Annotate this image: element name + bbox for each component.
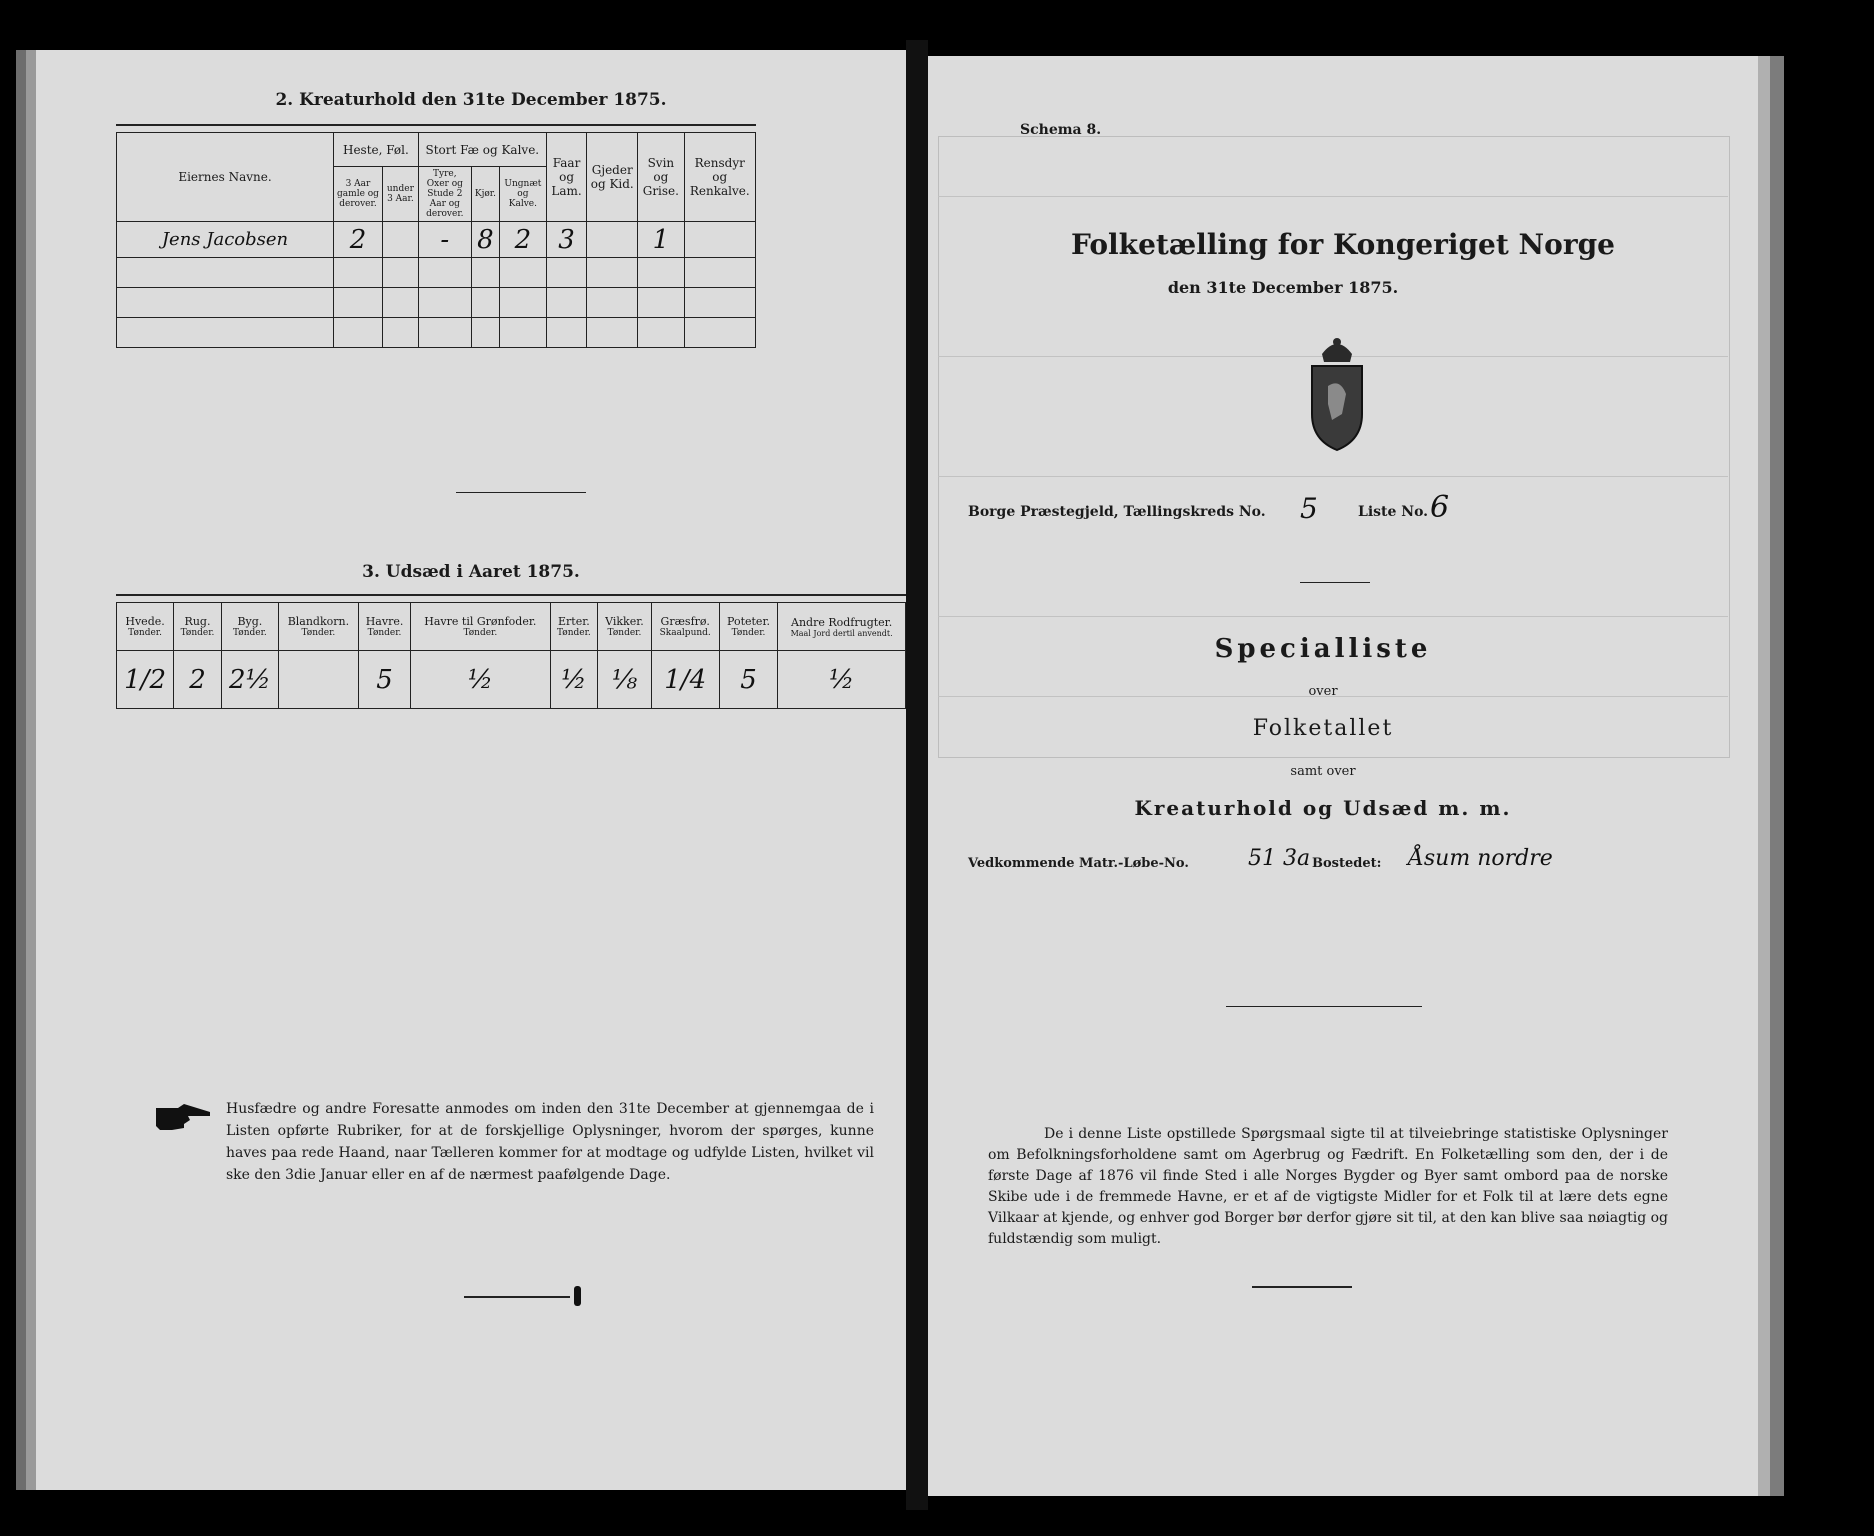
grass-seed-header: Græsfrø. Skaalpund. [651, 603, 719, 651]
end-flourish [464, 1296, 570, 1298]
peas-header: Erter. Tønder. [550, 603, 598, 651]
reindeer-header: Rensdyr og Renkalve. [684, 133, 755, 222]
young-cattle-header: Ungnæt og Kalve. [499, 167, 546, 222]
section3-title: 3. Udsæd i Aaret 1875. [362, 562, 580, 582]
district-label: Borge Præstegjeld, Tællingskreds No. [968, 504, 1266, 520]
divider [456, 492, 586, 493]
end-rule [1252, 1286, 1352, 1288]
folketallet-heading: Folketallet [1252, 716, 1394, 741]
table-row [117, 288, 756, 318]
wheat-header: Hvede. Tønder. [117, 603, 174, 651]
rye-header: Rug. Tønder. [174, 603, 222, 651]
matr-value: 51 3a [1248, 846, 1311, 871]
reindeer-cell [684, 222, 755, 258]
table-row [117, 222, 756, 258]
matr-label: Vedkommende Matr.-Løbe-No. [968, 856, 1189, 871]
oats-value: 5 [358, 651, 410, 709]
oats-header: Havre. Tønder. [358, 603, 410, 651]
list-number: 6 [1430, 490, 1450, 525]
owner-cell: Jens Jacobsen [117, 222, 334, 258]
green-fodder-value: ½ [411, 651, 550, 709]
cows-header: Kjør. [471, 167, 499, 222]
pigs-cell: 1 [638, 222, 684, 258]
horses-under3-cell [382, 222, 418, 258]
goats-cell [587, 222, 638, 258]
divider [1226, 1006, 1422, 1007]
livestock-table [116, 132, 756, 348]
notice-text: Husfædre og andre Foresatte anmodes om inden den 31te December at gjennemgaa de i Listen opførte Rubriker, for at de forskjellige Oplysninger, hvorom der spørges, kunne haves paa rede Haand, naar Tælleren kommer for at modtage og udfylde Listen, hvilket vil ske den 3die Januar eller en af de nærmest paafølgende Dage. [226, 1101, 874, 1183]
section2-title: 2. Kreaturhold den 31te December 1875. [275, 90, 667, 110]
flourish-mark [574, 1286, 581, 1306]
peas-value: ½ [550, 651, 598, 709]
divider [1300, 582, 1370, 583]
district-number: 5 [1300, 492, 1318, 525]
seed-table-top-rule [116, 594, 906, 596]
bulls-header: Tyre, Oxer og Stude 2 Aar og derover. [418, 167, 471, 222]
vetch-header: Vikker. Tønder. [598, 603, 651, 651]
sheep-header: Faar og Lam. [546, 133, 586, 222]
sheep-cell: 3 [546, 222, 586, 258]
barley-header: Byg. Tønder. [221, 603, 278, 651]
grass-seed-value: 1/4 [651, 651, 719, 709]
table-row [117, 318, 756, 348]
goats-header: Gjeder og Kid. [587, 133, 638, 222]
potatoes-value: 5 [719, 651, 778, 709]
pigs-header: Svin og Grise. [638, 133, 684, 222]
barley-value: 2½ [221, 651, 278, 709]
mixed-grain-value [278, 651, 358, 709]
coat-of-arms-icon [1300, 334, 1374, 454]
young-cattle-cell: 2 [499, 222, 546, 258]
horses-3plus-header: 3 Aar gamle og derover. [334, 167, 383, 222]
left-page [36, 50, 906, 1490]
bosted-value: Åsum nordre [1408, 846, 1553, 871]
horses-3plus-cell: 2 [334, 222, 383, 258]
bulls-cell: - [418, 222, 471, 258]
root-crops-header: Andre Rodfrugter. Maal Jord dertil anvendt. [778, 603, 906, 651]
kreaturhold-heading: Kreaturhold og Udsæd m. m. [1134, 796, 1512, 820]
horses-header: Heste, Føl. [334, 133, 419, 167]
right-page [928, 56, 1758, 1496]
root-crops-value: ½ [778, 651, 906, 709]
bosted-label: Bostedet: [1312, 856, 1382, 871]
owner-header: Eiernes Navne. [117, 133, 334, 222]
cows-cell: 8 [471, 222, 499, 258]
potatoes-header: Poteter. Tønder. [719, 603, 778, 651]
rye-value: 2 [174, 651, 222, 709]
table-top-rule [116, 124, 756, 126]
green-fodder-header: Havre til Grønfoder. Tønder. [411, 603, 550, 651]
horses-under3-header: under 3 Aar. [382, 167, 418, 222]
table-row [117, 258, 756, 288]
mixed-grain-header: Blandkorn. Tønder. [278, 603, 358, 651]
seed-table [116, 602, 906, 709]
over-label: over [1308, 684, 1338, 699]
vetch-value: ⅛ [598, 651, 651, 709]
cattle-header: Stort Fæ og Kalve. [418, 133, 546, 167]
schema-label: Schema 8. [1020, 122, 1102, 138]
intro-paragraph: De i denne Liste opstillede Spørgsmaal sigte til at tilveiebringe statistiske Oplysninger om Befolkningsforholdene samt om Agerbrug og Fædrift. En Folketælling som den, der i de første Dage af 1876 vil finde Sted i alle Norges Bygder og Byer samt ombord paa de norske Skibe ude i de fremmede Havne, er et af de vigtigste Midler for et Folk til at lære dets egne Vilkaar at kjende, og enhver god Borger bør derfor gjøre sit til, at den kan blive saa nøiagtig og fuldstændig som muligt. [988, 1126, 1668, 1247]
pointing-hand-icon [154, 1102, 212, 1132]
document-title: Folketælling for Kongeriget Norge [1071, 228, 1615, 261]
wheat-value: 1/2 [117, 651, 174, 709]
document-subtitle: den 31te December 1875. [1167, 278, 1399, 297]
samt-over-label: samt over [1290, 764, 1356, 779]
list-label: Liste No. [1358, 504, 1429, 520]
specialliste-heading: Specialliste [1214, 634, 1432, 664]
book-gutter [906, 40, 928, 1510]
table-row [117, 651, 906, 709]
